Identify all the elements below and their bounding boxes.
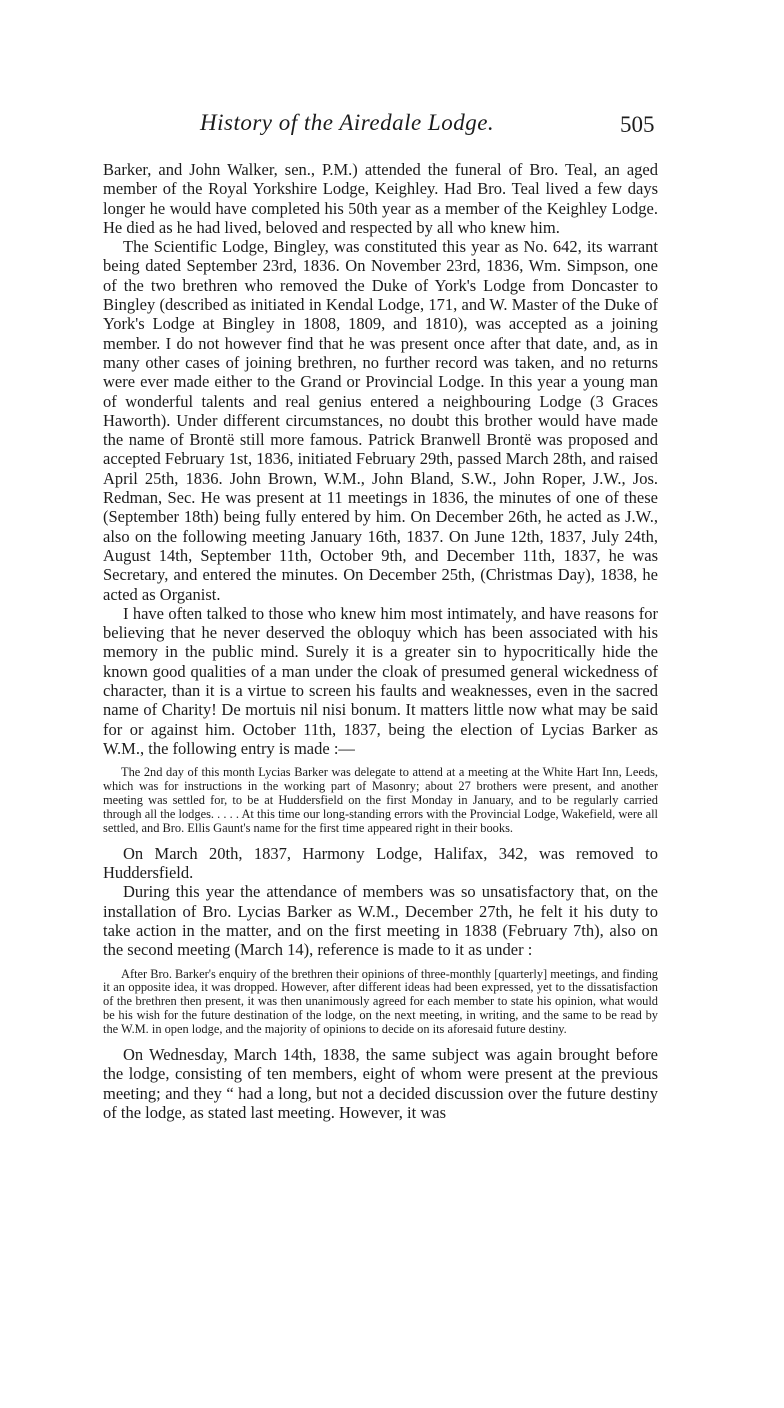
paragraph-4: On March 20th, 1837, Harmony Lodge, Halifax, 342, was removed to Huddersfield. — [103, 843, 658, 883]
quotation-2: After Bro. Barker's enquiry of the brethren their opinions of three-monthly [quarterly] meetings, and finding it an opposite idea, it was dropped. However, after different ideas had been expressed, yet to the dissatisfaction of the brethren then present, it was then unanimously agreed for each member to state his opinion, what would be his wish for the future destination of the lodge, on the next meeting, in writing, and the same to be read by the W.M. in open lodge, and the majority of opinions to decide on its aforesaid future destiny. — [103, 966, 658, 1037]
paragraph-6: On Wednesday, March 14th, 1838, the same subject was again brought before the lodge, consisting of ten members, eight of whom were present at the previous meeting; and they “ had a long, but not a decided discussion over the future destiny of the lodge, as stated last meeting. However, it was — [103, 1045, 658, 1122]
page-number: 505 — [620, 112, 655, 137]
paragraph-5: During this year the attendance of members was so unsatisfactory that, on the installation of Bro. Lycias Barker as W.M., December 27th, he felt it his duty to take action in the matter, and on the first meeting in 1838 (February 7th), also on the second meeting (March 14), reference is made to it as under : — [103, 882, 658, 960]
paragraph-3: I have often talked to those who knew him most intimately, and have reasons for believing that he never deserved the obloquy which has been associated with his memory in the public mind. Surely it is a greater sin to hypocritically hide the known good qualities of a man under the cloak of presumed general wickedness of character, than it is a virtue to screen his faults and weaknesses, even in the sacred name of Charity! De mortuis nil nisi bonum. It matters little now what may be said for or against him. October 11th, 1837, being the election of Lycias Barker as W.M., the following entry is made :— — [103, 603, 658, 758]
paragraph-2: The Scientific Lodge, Bingley, was constituted this year as No. 642, its warrant being dated September 23rd, 1836. On November 23rd, 1836, Wm. Simpson, one of the two brethren who removed the Duke of York's Lodge from Doncaster to Bingley (described as initiated in Kendal Lodge, 171, and W. Master of the Duke of York's Lodge at Bingley in 1808, 1809, and 1810), was accepted as a joining member. I do not however find that he was present once after that date, and, as in many other cases of joining brethren, no further record was taken, and no returns were ever made either to the Grand or Provincial Lodge. In this year a young man of wonderful talents and real genius entered a neighbouring Lodge (3 Graces Haworth). Under different circumstances, no doubt this brother would have made the name of Brontë still more famous. Patrick Branwell Brontë was proposed and accepted February 1st, 1836, initiated February 29th, passed March 28th, and raised April 25th, 1836. John Brown, W.M., John Bland, S.W., John Roper, J.W., Jos. Redman, Sec. He was present at 11 meetings in 1836, the minutes of one of these (September 18th) being fully entered by him. On December 26th, he acted as J.W., also on the following meeting January 16th, 1837. On June 12th, 1837, July 24th, August 14th, September 11th, October 9th, and December 11th, 1837, he was Secretary, and entered the minutes. On December 25th, (Christmas Day), 1838, he acted as Organist. — [103, 237, 658, 604]
running-title: History of the Airedale Lodge. — [200, 110, 495, 135]
page-body — [103, 160, 658, 1122]
page-header — [0, 110, 784, 144]
quotation-1: The 2nd day of this month Lycias Barker was delegate to attend at a meeting at the White Hart Inn, Leeds, which was for instructions in the working part of Masonry; about 27 brothers were present, and another meeting was settled for, to be at Huddersfield on the first Monday in January, and to be regularly carried through all the lodges. . . . . At this time our long-standing errors with the Provincial Lodge, Wakefield, were all settled, and Bro. Ellis Gaunt's name for the first time appeared right in their books. — [103, 765, 658, 835]
paragraph-1: Barker, and John Walker, sen., P.M.) attended the funeral of Bro. Teal, an aged member of the Royal Yorkshire Lodge, Keighley. Had Bro. Teal lived a few days longer he would have completed his 50th year as a member of the Keighley Lodge. He died as he had lived, beloved and respected by all who knew him. — [103, 160, 658, 237]
